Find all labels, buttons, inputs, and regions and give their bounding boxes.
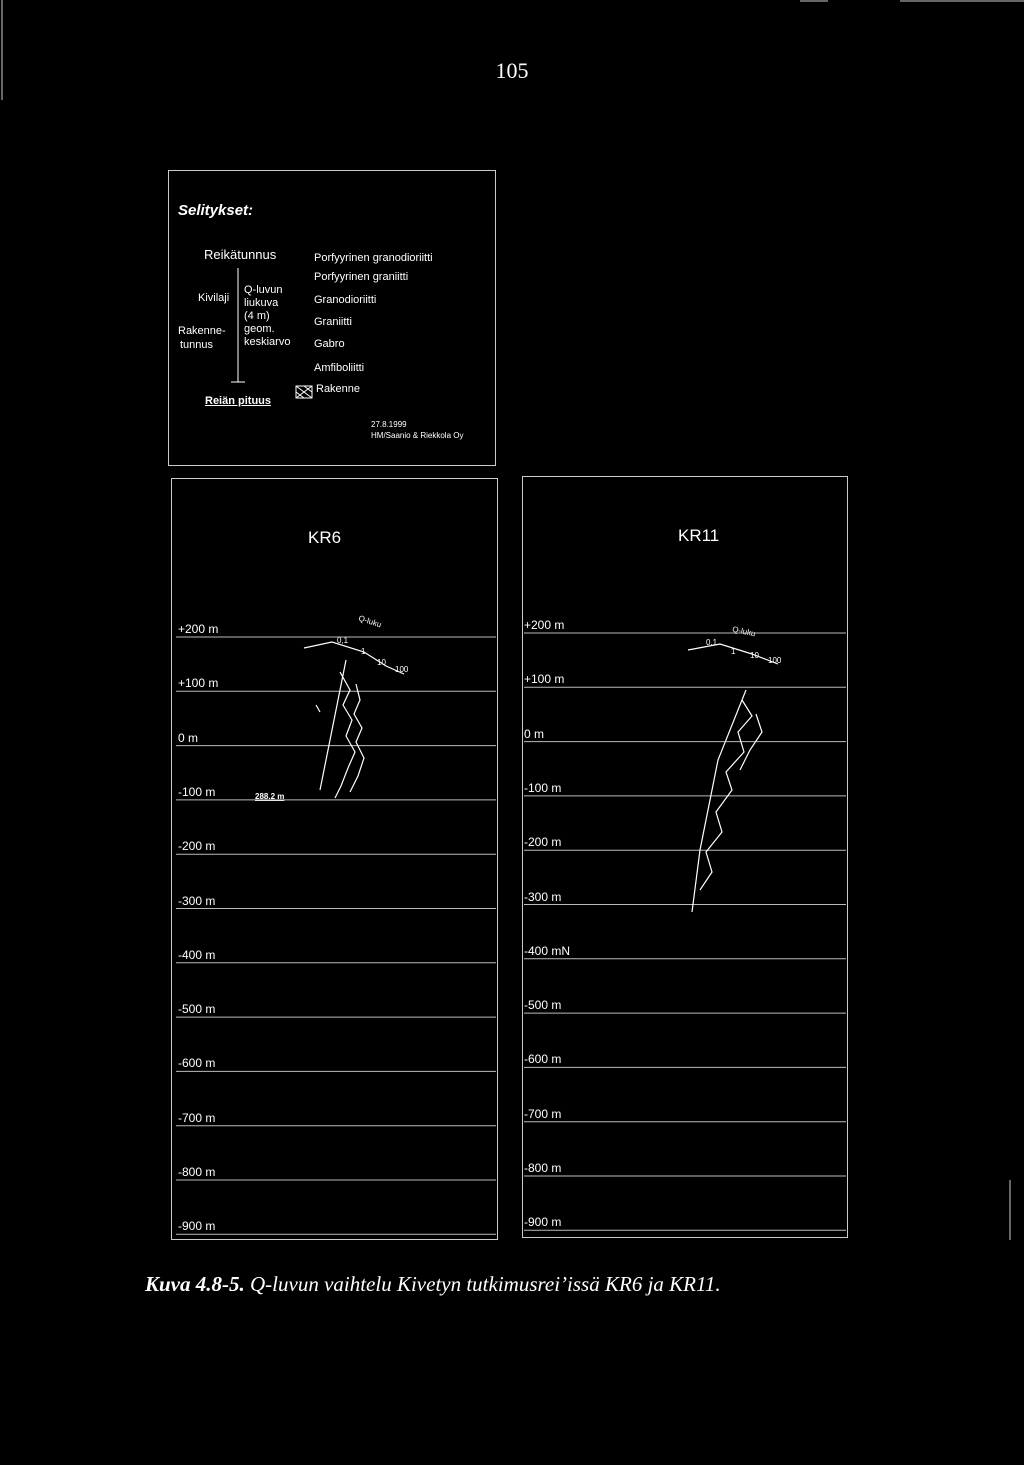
- rock-type-1: Porfyyrinen granodioriitti: [314, 252, 433, 264]
- kr6-depth-label: -400 m: [178, 947, 216, 962]
- key-borehole-id-label: Reikätunnus: [204, 247, 277, 262]
- kr11-depth-label: 0 m: [524, 726, 545, 741]
- key-q-label-2: liukuva: [244, 297, 279, 309]
- kr11-depth-label: +100 m: [524, 672, 565, 687]
- rock-type-5: Gabro: [314, 338, 345, 350]
- kr11-depth-label: -500 m: [524, 998, 562, 1013]
- kr6-hole-length: 288.2 m: [255, 792, 285, 801]
- key-q-label-4: geom.: [244, 323, 275, 335]
- structure-label: Rakenne: [316, 383, 361, 395]
- kr6-axis-title: Q-luku: [357, 613, 383, 630]
- key-structure-id-label-2: tunnus: [180, 339, 214, 351]
- kr6-axis-tick-1: 0,1: [337, 636, 349, 645]
- kr11-axis-title: Q-luku: [731, 624, 757, 639]
- kr6-axis-tick-4: 100: [395, 665, 409, 674]
- rock-type-6: Amfiboliitti: [314, 362, 365, 374]
- key-rock-type-label: Kivilaji: [198, 292, 230, 304]
- structure-swatch: [296, 386, 312, 398]
- kr11-trace: [688, 644, 778, 912]
- kr6-depth-label: -500 m: [178, 1002, 216, 1017]
- kr6-depth-label: -800 m: [178, 1165, 216, 1179]
- kr6-title: KR6: [308, 528, 342, 547]
- kr6-depth-label: +100 m: [178, 676, 219, 691]
- kr11-title: KR11: [678, 526, 720, 545]
- rock-type-3: Granodioriitti: [314, 294, 377, 306]
- kr6-depth-label: -900 m: [178, 1219, 216, 1234]
- kr6-depth-label: -300 m: [178, 893, 216, 908]
- legend-date: 27.8.1999: [371, 420, 407, 429]
- key-structure-id-label-1: Rakenne-: [178, 325, 226, 337]
- kr11-depth-label: -600 m: [524, 1052, 562, 1067]
- kr6-axis-tick-3: 10: [377, 658, 386, 667]
- figure-caption: [145, 1272, 721, 1297]
- kr11-depth-label: +200 m: [524, 618, 565, 632]
- kr6-depth-label: -100 m: [178, 784, 216, 799]
- kr11-axis-tick-3: 10: [750, 651, 759, 660]
- key-q-label-1: Q-luvun: [244, 284, 283, 296]
- kr11-depth-label: -700 m: [524, 1106, 562, 1121]
- kr6-depth-label: 0 m: [178, 730, 199, 745]
- kr6-axis-tick-2: 1: [361, 647, 366, 656]
- key-q-label-5: keskiarvo: [244, 336, 291, 348]
- legend-author: HM/Saanio & Riekkola Oy: [371, 431, 464, 440]
- kr6-depth-label: -600 m: [178, 1056, 216, 1071]
- key-q-label-3: (4 m): [244, 310, 270, 322]
- kr6-depth-label: +200 m: [178, 622, 219, 636]
- kr6-depth-label: -200 m: [178, 839, 216, 854]
- kr11-depth-label: -300 m: [524, 889, 562, 904]
- kr11-depth-label: -100 m: [524, 780, 562, 795]
- legend-title: Selitykset:: [178, 202, 254, 219]
- kr11-depth-label: -400 mN: [524, 943, 571, 958]
- kr11-axis-tick-2: 1: [731, 647, 736, 656]
- kr11-depth-label: -800 m: [524, 1161, 562, 1175]
- figure-caption-label: Kuva 4.8-5.: [145, 1272, 245, 1296]
- kr11-depth-label: -200 m: [524, 835, 562, 850]
- kr11-depth-label: -900 m: [524, 1215, 562, 1230]
- key-hole-length-label: Reiän pituus: [205, 395, 272, 407]
- rock-type-4: Graniitti: [314, 316, 352, 328]
- kr11-axis-tick-1: 0,1: [706, 638, 718, 647]
- kr11-axis-tick-4: 100: [768, 656, 782, 665]
- rock-type-2: Porfyyrinen graniitti: [314, 271, 409, 283]
- kr6-trace: [304, 642, 404, 798]
- page-number: 105: [495, 58, 529, 83]
- kr6-depth-label: -700 m: [178, 1110, 216, 1125]
- figure-caption-text: Q-luvun vaihtelu Kivetyn tutkimusrei’issä KR6 ja KR11.: [244, 1272, 721, 1296]
